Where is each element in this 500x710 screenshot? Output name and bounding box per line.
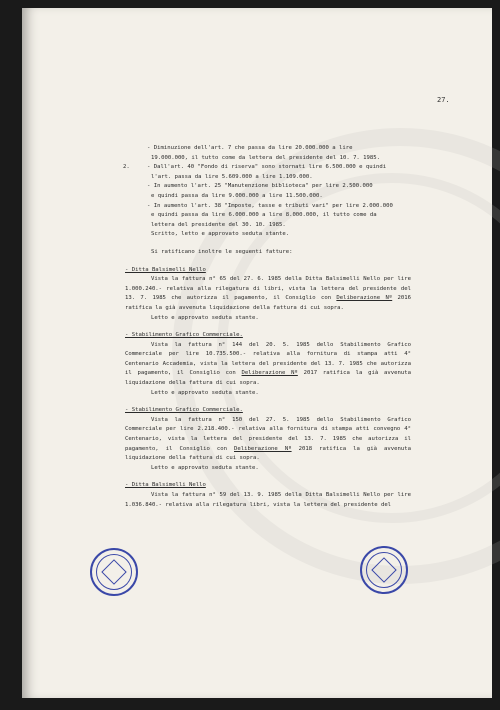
item-2-block <box>125 163 411 240</box>
invoice-closing: Letto e approvato seduta stante. <box>151 464 259 471</box>
invoice-closing: Letto e approvato seduta stante. <box>151 389 259 396</box>
text-line: - Dall'art. 40 "Fondo di riserva" sono stornati lire 6.500.000 e quindi <box>147 164 387 171</box>
intro-text: Si ratificano inoltre le seguenti fatture: <box>151 248 293 255</box>
text-line: Scritto, letto e approvato seduta stante. <box>151 231 290 238</box>
invoice-entry <box>125 266 411 324</box>
invoice-heading: - Stabilimento Grafico Commerciale. <box>125 332 243 339</box>
text-line: e quindi passa da lire 9.000.000 a lire 11.500.000. <box>151 192 323 199</box>
invoice-entry <box>125 406 411 473</box>
invoice-heading: - Ditta Balsimelli Nello <box>125 482 206 489</box>
invoice-body: Vista la fattura n° 65 del 27. 6. 1985 della Ditta Balsimelli Nello per lire 1.000.240.- relativa alla rilegatura di libri, vista la lettera del presidente del 13. 7. 1985 che autorizza il pagamento, il Consiglio con Deliberazione Nº 2016 ratifica la già avvenuta liquidazione della fattura di cui sopra. <box>125 276 411 311</box>
text-line: lettera del presidente del 30. 10. 1985. <box>151 221 286 228</box>
invoice-body: Vista la fattura n° 59 del 13. 9. 1985 della Ditta Balsimelli Nello per lire 1.036.840.- relativa alla rilegatura libri, vista la lettera del presidente del <box>125 492 411 508</box>
invoice-heading: - Stabilimento Grafico Commerciale. <box>125 407 243 414</box>
text-line: - Diminuzione dell'art. 7 che passa da lire 20.000.000 a lire <box>147 145 353 151</box>
text-line: e quindi passa da lire 6.000.000 a lire 8.000.000, il tutto come da <box>151 212 377 219</box>
text-line: - In aumento l'art. 25 "Manutenzione biblioteca" per lire 2.500.000 <box>147 183 373 190</box>
document-body <box>125 144 411 510</box>
invoice-entry <box>125 331 411 398</box>
item-number: 2. <box>123 164 130 171</box>
invoice-closing: Letto e approvato seduta stante. <box>151 314 259 321</box>
stamp-left-icon <box>90 548 138 596</box>
stamp-right-icon <box>360 546 408 594</box>
text-line: l'art. passa da lire 5.609.000 a lire 1.109.000. <box>151 173 313 180</box>
invoice-heading: - Ditta Balsimelli Nello <box>125 266 206 273</box>
invoice-entry <box>125 481 411 510</box>
document-page <box>22 8 492 698</box>
invoice-body: Vista la fattura n° 150 del 27. 5. 1985 dello Stabilimento Grafico Commerciale per lire 2.218.400.- relativa alla fornitura di stampa atti convegno 4° Centenario, vista la lettera del presidente del 13. 7. 1985 che autorizza il pagamento, il Consiglio con Deliberazione Nº 2018 ratifica la già avvenuta liquidazione della fattura di cui sopra. <box>125 416 411 462</box>
text-line: 19.000.000, il tutto come da lettera del presidente del 10. 7. 1985. <box>151 154 381 161</box>
invoice-body: Vista la fattura n° 144 del 20. 5. 1985 dello Stabilimento Grafico Commerciale per lire 10.735.500.- relativa alla fornitura di stampa atti 4° Centenario Accademia, vista la lettera del presidente del 13. 7. 1985 che autorizza il pagamento, il Consiglio con Deliberazione Nº 2017 ratifica la già avvenuta liquidazione della fattura di cui sopra. <box>125 341 411 387</box>
text-line: - In aumento l'art. 38 "Imposte, tasse e tributi vari" per lire 2.000.000 <box>147 202 393 209</box>
page-number: 27. <box>437 96 450 104</box>
